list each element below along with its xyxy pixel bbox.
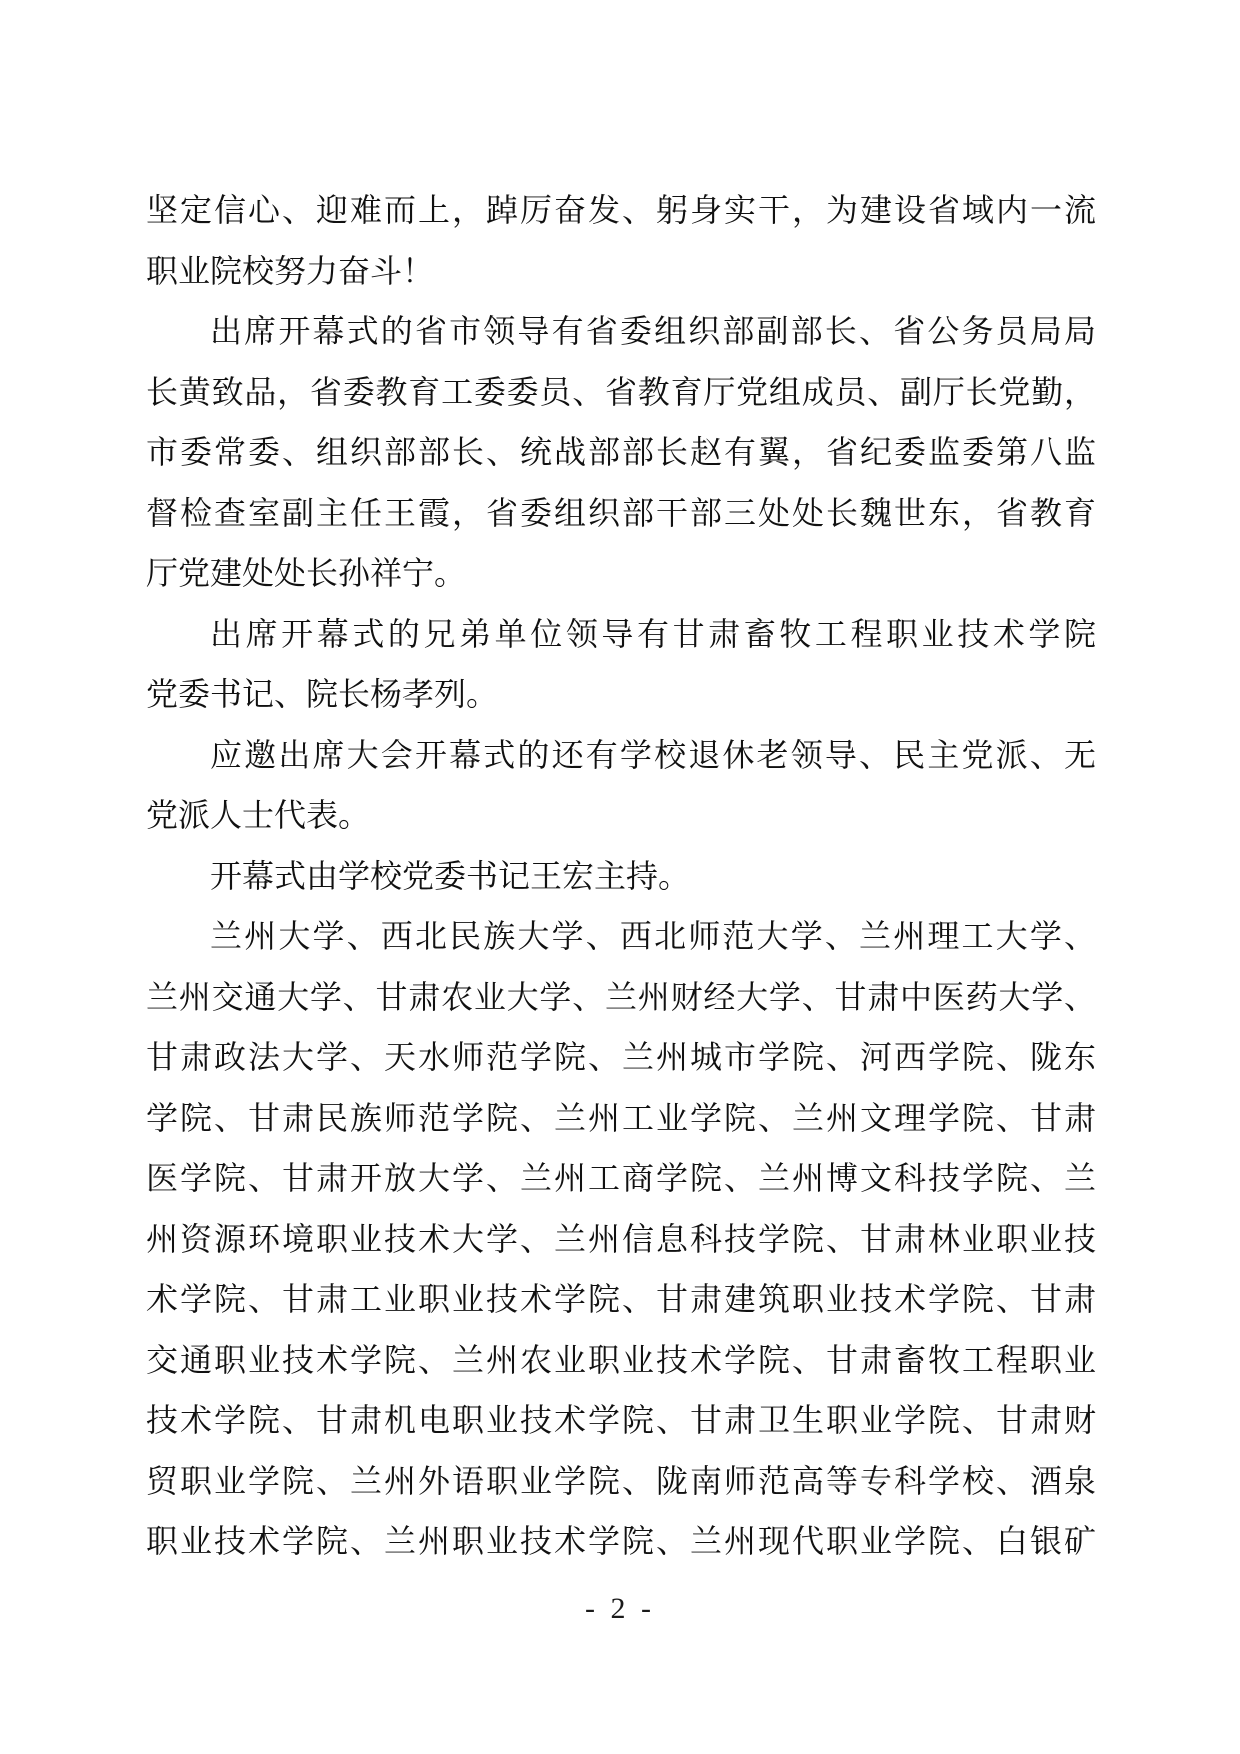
text-line: 学院、甘肃民族师范学院、兰州工业学院、兰州文理学院、甘肃 — [146, 1099, 1096, 1136]
text-line: 应邀出席大会开幕式的还有学校退休老领导、民主党派、无 — [210, 736, 1096, 773]
text-line: 职业技术学院、兰州职业技术学院、兰州现代职业学院、白银矿 — [146, 1523, 1096, 1559]
text-line: 市委常委、组织部部长、统战部部长赵有翼，省纪委监委第八监 — [146, 434, 1096, 470]
page-number: - 2 - — [585, 1592, 655, 1625]
text-line: 术学院、甘肃工业职业技术学院、甘肃建筑职业技术学院、甘肃 — [146, 1281, 1096, 1317]
text-line: 党派人士代表。 — [146, 797, 371, 833]
text-line: 兰州大学、西北民族大学、西北师范大学、兰州理工大学、 — [210, 918, 1096, 954]
text-line: 开幕式由学校党委书记王宏主持。 — [210, 857, 691, 894]
text-line: 出席开幕式的省市领导有省委组织部副部长、省公务员局局 — [210, 313, 1096, 349]
text-line: 贸职业学院、兰州外语职业学院、陇南师范高等专科学校、酒泉 — [146, 1462, 1096, 1499]
text-line: 交通职业技术学院、兰州农业职业技术学院、甘肃畜牧工程职业 — [146, 1341, 1096, 1378]
text-line: 州资源环境职业技术大学、兰州信息科技学院、甘肃林业职业技 — [146, 1220, 1096, 1257]
text-line: 医学院、甘肃开放大学、兰州工商学院、兰州博文科技学院、兰 — [146, 1160, 1096, 1196]
text-line: 出席开幕式的兄弟单位领导有甘肃畜牧工程职业技术学院 — [210, 615, 1096, 652]
text-line: 党委书记、院长杨孝列。 — [146, 676, 499, 712]
text-line: 甘肃政法大学、天水师范学院、兰州城市学院、河西学院、陇东 — [146, 1039, 1096, 1075]
text-line: 职业院校努力奋斗！ — [146, 252, 435, 289]
text-line: 技术学院、甘肃机电职业技术学院、甘肃卫生职业学院、甘肃财 — [146, 1402, 1096, 1438]
document-body-text — [146, 180, 1096, 1572]
text-line: 厅党建处处长孙祥宁。 — [146, 555, 467, 591]
text-line: 长黄致品，省委教育工委委员、省教育厅党组成员、副厅长党勤， — [146, 373, 1096, 410]
text-line: 坚定信心、迎难而上，踔厉奋发、躬身实干，为建设省域内一流 — [146, 192, 1096, 228]
text-line: 督检查室副主任王霞，省委组织部干部三处处长魏世东，省教育 — [146, 494, 1096, 531]
text-line: 兰州交通大学、甘肃农业大学、兰州财经大学、甘肃中医药大学、 — [146, 978, 1096, 1015]
